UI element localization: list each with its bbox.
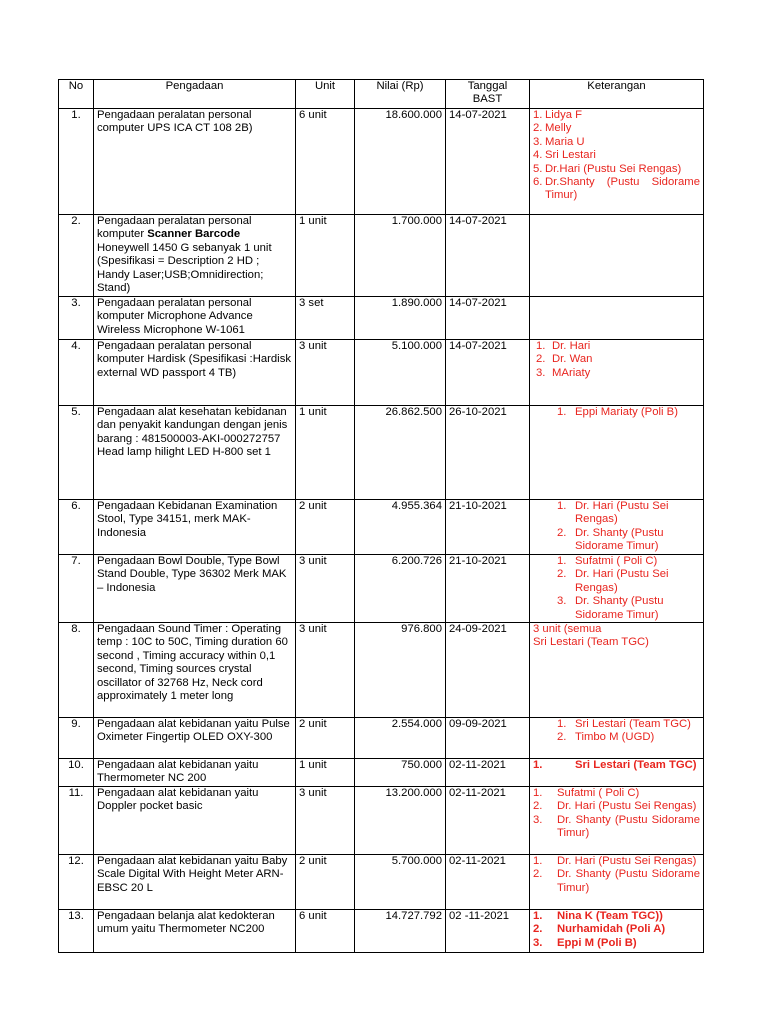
cell-keterangan	[530, 910, 704, 953]
cell-keterangan	[530, 215, 704, 297]
cell-no: 8.	[59, 623, 94, 718]
table-row	[59, 555, 704, 623]
cell-unit: 1 unit	[296, 215, 355, 297]
cell-tanggal: 14-07-2021	[446, 297, 530, 340]
list-item: 1. Dr. Hari	[536, 340, 591, 352]
cell-no: 7.	[59, 555, 94, 623]
cell-nilai: 14.727.792	[355, 910, 446, 953]
list-item: 2. Dr. Hari (Pustu Sei Rengas)	[533, 800, 697, 813]
list-item: 2. Nurhamidah (Poli A)	[533, 923, 666, 936]
list-item: 1. Eppi Mariaty (Poli B)	[557, 406, 678, 418]
cell-pengadaan: Pengadaan alat kebidanan yaitu Doppler pocket basic	[94, 787, 296, 855]
cell-tanggal: 24-09-2021	[446, 623, 530, 718]
header-nilai: Nilai (Rp)	[355, 80, 446, 109]
cell-unit: 2 unit	[296, 718, 355, 759]
cell-keterangan	[530, 340, 704, 406]
cell-keterangan	[530, 855, 704, 910]
cell-tanggal: 09-09-2021	[446, 718, 530, 759]
cell-tanggal: 02 -11-2021	[446, 910, 530, 953]
cell-unit: 1 unit	[296, 759, 355, 787]
table-row	[59, 109, 704, 215]
cell-pengadaan: Pengadaan Kebidanan Examination Stool, Type 34151, merk MAK-Indonesia	[94, 500, 296, 555]
header-tanggal: Tanggal BAST	[446, 80, 530, 109]
list-item: 2. Dr. Wan	[536, 353, 593, 366]
cell-keterangan	[530, 759, 704, 787]
table-row	[59, 215, 704, 297]
cell-pengadaan: Pengadaan Sound Timer : Operating temp : 10C to 50C, Timing duration 60 second , Timing accuracy within 0,1 second, Timing sources crystal oscillator of 32768 Hz, Neck cord approximately 1 meter long	[94, 623, 296, 718]
cell-no: 9.	[59, 718, 94, 759]
cell-unit: 3 unit	[296, 555, 355, 623]
cell-no: 6.	[59, 500, 94, 555]
list-item: 1. Sri Lestari (Team TGC)	[557, 718, 691, 731]
cell-nilai: 13.200.000	[355, 787, 446, 855]
table-row	[59, 787, 704, 855]
cell-keterangan	[530, 109, 704, 215]
list-item: 3. Dr. Shanty (Pustu Sidorame Timur)	[557, 595, 664, 621]
cell-keterangan	[530, 623, 704, 718]
table-row	[59, 855, 704, 910]
table-row	[59, 340, 704, 406]
cell-tanggal: 02-11-2021	[446, 855, 530, 910]
cell-pengadaan: Pengadaan belanja alat kedokteran umum yaitu Thermometer NC200	[94, 910, 296, 953]
cell-pengadaan: Pengadaan alat kesehatan kebidanan dan penyakit kandungan dengan jenis barang : 481500003-AKI-000272757 Head lamp hilight LED H-800 set 1	[94, 406, 296, 500]
list-item: 1. Dr. Hari (Pustu Sei Rengas)	[557, 500, 669, 526]
table-row	[59, 623, 704, 718]
table-row	[59, 910, 704, 953]
cell-keterangan	[530, 555, 704, 623]
cell-no: 13.	[59, 910, 94, 953]
cell-nilai: 750.000	[355, 759, 446, 787]
cell-tanggal: 14-07-2021	[446, 340, 530, 406]
cell-tanggal: 21-10-2021	[446, 500, 530, 555]
cell-keterangan	[530, 500, 704, 555]
cell-nilai: 1.700.000	[355, 215, 446, 297]
cell-no: 5.	[59, 406, 94, 500]
list-item: 2. Dr. Hari (Pustu Sei Rengas)	[557, 568, 669, 594]
list-item: 2. Melly	[533, 122, 572, 135]
cell-pengadaan: Pengadaan peralatan personal komputer Scanner Barcode Honeywell 1450 G sebanyak 1 unit (Spesifikasi = Description 2 HD ; Handy Laser;USB;Omnidirection; Stand)	[94, 215, 296, 297]
header-keterangan: Keterangan	[530, 80, 704, 109]
header-no: No	[59, 80, 94, 109]
list-item: 3. Maria U	[533, 135, 585, 148]
cell-pengadaan: Pengadaan alat kebidanan yaitu Thermometer NC 200	[94, 759, 296, 787]
cell-unit: 2 unit	[296, 855, 355, 910]
cell-no: 12.	[59, 855, 94, 910]
cell-nilai: 1.890.000	[355, 297, 446, 340]
cell-no: 3.	[59, 297, 94, 340]
list-item: 1. Lidya F	[533, 109, 583, 121]
list-item: 2. Dr. Shanty (Pustu Sidorame Timur)	[557, 526, 664, 553]
table-row	[59, 406, 704, 500]
cell-pengadaan: Pengadaan Bowl Double, Type Bowl Stand Double, Type 36302 Merk MAK – Indonesia	[94, 555, 296, 623]
cell-nilai: 26.862.500	[355, 406, 446, 500]
cell-unit: 2 unit	[296, 500, 355, 555]
list-item: 1. Nina K (Team TGC))	[533, 910, 663, 923]
header-pengadaan: Pengadaan	[94, 80, 296, 109]
keterangan-line: Sri Lestari (Team TGC)	[533, 636, 649, 649]
list-item: 2. Timbo M (UGD)	[557, 731, 655, 744]
cell-unit: 3 set	[296, 297, 355, 340]
list-item: 3. Dr. Shanty (Pustu Sidorame Timur)	[533, 813, 700, 840]
cell-no: 1.	[59, 109, 94, 215]
list-item: 2. Dr. Shanty (Pustu Sidorame Timur)	[533, 868, 700, 894]
list-item: 1. Sri Lestari (Team TGC)	[533, 759, 697, 772]
cell-keterangan	[530, 406, 704, 500]
cell-tanggal: 14-07-2021	[446, 109, 530, 215]
header-unit: Unit	[296, 80, 355, 109]
cell-tanggal: 14-07-2021	[446, 215, 530, 297]
list-item: 3. MAriaty	[536, 366, 591, 379]
cell-nilai: 18.600.000	[355, 109, 446, 215]
cell-tanggal: 21-10-2021	[446, 555, 530, 623]
table-row	[59, 759, 704, 787]
cell-unit: 1 unit	[296, 406, 355, 500]
list-item: 1. Dr. Hari (Pustu Sei Rengas)	[533, 855, 697, 868]
cell-no: 2.	[59, 215, 94, 297]
cell-unit: 3 unit	[296, 623, 355, 718]
table-row	[59, 500, 704, 555]
table-row	[59, 718, 704, 759]
cell-unit: 6 unit	[296, 910, 355, 953]
list-item: 1. Sufatmi ( Poli C)	[533, 787, 640, 800]
cell-nilai: 2.554.000	[355, 718, 446, 759]
list-item: 5. Dr.Hari (Pustu Sei Rengas)	[533, 162, 682, 175]
cell-keterangan	[530, 787, 704, 855]
cell-nilai: 4.955.364	[355, 500, 446, 555]
cell-no: 4.	[59, 340, 94, 406]
table-row	[59, 297, 704, 340]
cell-unit: 3 unit	[296, 787, 355, 855]
cell-unit: 6 unit	[296, 109, 355, 215]
cell-pengadaan: Pengadaan peralatan personal komputer Hardisk (Spesifikasi :Hardisk external WD passport 4 TB)	[94, 340, 296, 406]
list-item: 6. Dr.Shanty (Pustu Sidorame Timur)	[533, 176, 700, 202]
cell-nilai: 6.200.726	[355, 555, 446, 623]
procurement-table	[58, 79, 704, 953]
cell-nilai: 5.700.000	[355, 855, 446, 910]
cell-nilai: 976.800	[355, 623, 446, 718]
cell-tanggal: 02-11-2021	[446, 787, 530, 855]
cell-keterangan	[530, 297, 704, 340]
list-item: 4. Sri Lestari	[533, 149, 596, 162]
cell-pengadaan: Pengadaan peralatan personal komputer Microphone Advance Wireless Microphone W-1061	[94, 297, 296, 340]
cell-keterangan	[530, 718, 704, 759]
keterangan-line: 3 unit (semua	[533, 623, 602, 636]
cell-no: 10.	[59, 759, 94, 787]
cell-nilai: 5.100.000	[355, 340, 446, 406]
cell-tanggal: 02-11-2021	[446, 759, 530, 787]
list-item: 3. Eppi M (Poli B)	[533, 936, 637, 949]
header-row	[59, 80, 704, 109]
list-item: 1. Sufatmi ( Poli C)	[557, 555, 658, 567]
cell-no: 11.	[59, 787, 94, 855]
cell-tanggal: 26-10-2021	[446, 406, 530, 500]
cell-unit: 3 unit	[296, 340, 355, 406]
cell-pengadaan: Pengadaan peralatan personal computer UPS ICA CT 108 2B)	[94, 109, 296, 215]
cell-pengadaan: Pengadaan alat kebidanan yaitu Pulse Oximeter Fingertip OLED OXY-300	[94, 718, 296, 759]
cell-pengadaan: Pengadaan alat kebidanan yaitu Baby Scale Digital With Height Meter ARN-EBSC 20 L	[94, 855, 296, 910]
